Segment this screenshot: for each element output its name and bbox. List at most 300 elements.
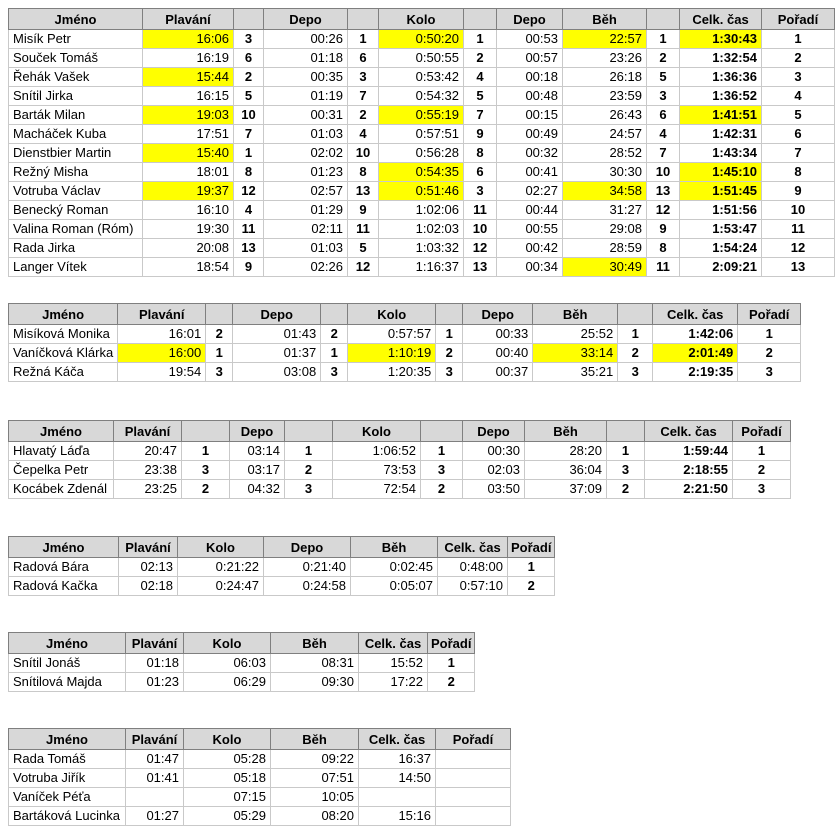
depo1-cell: 03:08 <box>233 363 321 382</box>
swim-rank-cell: 2 <box>206 325 233 344</box>
swim-rank-cell: 1 <box>182 442 230 461</box>
place-cell: 3 <box>738 363 801 382</box>
bike-rank-cell: 3 <box>464 182 497 201</box>
bike-cell: 06:29 <box>184 673 271 692</box>
name-cell: Langer Vítek <box>9 258 143 277</box>
bike-header: Kolo <box>184 633 271 654</box>
bike-cell: 0:24:47 <box>178 577 264 596</box>
bike-rank-cell: 12 <box>464 239 497 258</box>
name-cell: Radová Bára <box>9 558 119 577</box>
run-rank-cell: 4 <box>647 125 680 144</box>
run-cell: 09:30 <box>271 673 359 692</box>
bike-rank-cell: 2 <box>436 344 463 363</box>
name-header: Jméno <box>9 537 119 558</box>
depo2-cell: 00:15 <box>497 106 563 125</box>
run-cell: 37:09 <box>525 480 607 499</box>
swim-cell: 17:51 <box>143 125 234 144</box>
bike-cell: 0:56:28 <box>379 144 464 163</box>
place-header: Pořadí <box>733 421 791 442</box>
header-row <box>9 633 475 654</box>
swim-header: Plavání <box>119 537 178 558</box>
total-cell: 1:51:45 <box>680 182 762 201</box>
name-cell: Snítil Jirka <box>9 87 143 106</box>
results-table-5 <box>8 632 475 692</box>
table-row <box>9 577 555 596</box>
total-cell <box>359 788 436 807</box>
depo-header: Depo <box>264 537 351 558</box>
swim-rank-cell: 3 <box>182 461 230 480</box>
depo1-rank-cell: 7 <box>348 87 379 106</box>
bike-rank-cell: 2 <box>421 480 463 499</box>
total-cell: 1:30:43 <box>680 30 762 49</box>
swim-cell: 16:10 <box>143 201 234 220</box>
run-cell: 26:18 <box>563 68 647 87</box>
total-cell: 1:43:34 <box>680 144 762 163</box>
depo1-rank-cell: 11 <box>348 220 379 239</box>
name-cell: Dienstbier Martin <box>9 144 143 163</box>
bike-rank-cell: 3 <box>436 363 463 382</box>
run-header: Běh <box>533 304 618 325</box>
depo1-header: Depo <box>233 304 321 325</box>
total-cell: 15:16 <box>359 807 436 826</box>
run-rank-cell: 3 <box>618 363 653 382</box>
swim-cell: 18:01 <box>143 163 234 182</box>
name-cell: Snítilová Majda <box>9 673 126 692</box>
bike-cell: 1:06:52 <box>333 442 421 461</box>
swim-rank-header <box>206 304 233 325</box>
table-row <box>9 106 835 125</box>
place-cell: 1 <box>428 654 475 673</box>
depo1-rank-cell: 1 <box>285 442 333 461</box>
results-sheet <box>0 8 837 826</box>
place-cell: 7 <box>762 144 835 163</box>
table-row <box>9 480 791 499</box>
place-header: Pořadí <box>738 304 801 325</box>
depo1-cell: 01:37 <box>233 344 321 363</box>
bike-rank-cell: 13 <box>464 258 497 277</box>
table-row <box>9 325 801 344</box>
run-rank-cell: 11 <box>647 258 680 277</box>
place-cell: 12 <box>762 239 835 258</box>
run-rank-cell: 3 <box>647 87 680 106</box>
depo2-cell: 00:57 <box>497 49 563 68</box>
results-table-3 <box>8 420 791 499</box>
bike-cell: 05:29 <box>184 807 271 826</box>
swim-header: Plavání <box>143 9 234 30</box>
name-cell: Barták Milan <box>9 106 143 125</box>
total-cell: 1:42:06 <box>653 325 738 344</box>
depo1-rank-cell: 3 <box>321 363 348 382</box>
depo1-cell: 01:03 <box>264 125 348 144</box>
depo2-cell: 00:48 <box>497 87 563 106</box>
swim-cell: 20:08 <box>143 239 234 258</box>
swim-cell: 23:25 <box>114 480 182 499</box>
bike-rank-cell: 1 <box>436 325 463 344</box>
total-cell: 2:19:35 <box>653 363 738 382</box>
swim-cell: 02:13 <box>119 558 178 577</box>
run-rank-cell: 7 <box>647 144 680 163</box>
bike-cell: 1:16:37 <box>379 258 464 277</box>
swim-cell: 16:15 <box>143 87 234 106</box>
table-row <box>9 461 791 480</box>
place-cell: 9 <box>762 182 835 201</box>
depo1-rank-cell: 5 <box>348 239 379 258</box>
run-rank-cell: 2 <box>607 480 645 499</box>
run-rank-cell: 9 <box>647 220 680 239</box>
swim-rank-cell: 10 <box>234 106 264 125</box>
swim-rank-cell: 3 <box>206 363 233 382</box>
name-header: Jméno <box>9 421 114 442</box>
place-cell: 3 <box>762 68 835 87</box>
run-cell: 25:52 <box>533 325 618 344</box>
depo1-cell: 02:57 <box>264 182 348 201</box>
table-row <box>9 673 475 692</box>
table-row <box>9 163 835 182</box>
run-rank-cell: 8 <box>647 239 680 258</box>
bike-cell: 1:03:32 <box>379 239 464 258</box>
depo1-rank-cell: 9 <box>348 201 379 220</box>
depo-cell: 0:21:40 <box>264 558 351 577</box>
header-row <box>9 729 511 750</box>
swim-cell: 15:40 <box>143 144 234 163</box>
bike-cell: 07:15 <box>184 788 271 807</box>
depo2-cell: 03:50 <box>463 480 525 499</box>
table-row <box>9 558 555 577</box>
swim-rank-cell: 2 <box>234 68 264 87</box>
bike-header: Kolo <box>184 729 271 750</box>
bike-rank-cell: 10 <box>464 220 497 239</box>
depo1-cell: 04:32 <box>230 480 285 499</box>
place-cell <box>436 807 511 826</box>
depo1-cell: 01:29 <box>264 201 348 220</box>
depo1-rank-cell: 8 <box>348 163 379 182</box>
table-row <box>9 363 801 382</box>
depo1-cell: 02:02 <box>264 144 348 163</box>
bike-cell: 0:57:51 <box>379 125 464 144</box>
place-cell: 13 <box>762 258 835 277</box>
results-table-2 <box>8 303 801 382</box>
depo1-header: Depo <box>230 421 285 442</box>
name-header: Jméno <box>9 729 126 750</box>
table-row <box>9 654 475 673</box>
swim-cell: 19:54 <box>118 363 206 382</box>
depo1-rank-cell: 3 <box>285 480 333 499</box>
run-rank-cell: 3 <box>607 461 645 480</box>
run-rank-cell: 12 <box>647 201 680 220</box>
depo1-cell: 01:03 <box>264 239 348 258</box>
run-cell: 24:57 <box>563 125 647 144</box>
swim-rank-cell: 3 <box>234 30 264 49</box>
swim-cell <box>126 788 184 807</box>
run-rank-cell: 5 <box>647 68 680 87</box>
swim-rank-cell: 8 <box>234 163 264 182</box>
total-header: Celk. čas <box>438 537 508 558</box>
total-cell: 1:41:51 <box>680 106 762 125</box>
table-row <box>9 87 835 106</box>
bike-rank-cell: 1 <box>464 30 497 49</box>
total-cell: 1:42:31 <box>680 125 762 144</box>
run-header: Běh <box>271 729 359 750</box>
depo1-rank-cell: 12 <box>348 258 379 277</box>
results-table-6 <box>8 728 511 826</box>
swim-rank-cell: 7 <box>234 125 264 144</box>
bike-cell: 1:10:19 <box>348 344 436 363</box>
place-cell <box>436 788 511 807</box>
name-cell: Rada Tomáš <box>9 750 126 769</box>
name-cell: Misík Petr <box>9 30 143 49</box>
place-cell: 3 <box>733 480 791 499</box>
depo1-cell: 01:19 <box>264 87 348 106</box>
run-cell: 28:52 <box>563 144 647 163</box>
depo2-cell: 00:55 <box>497 220 563 239</box>
depo2-cell: 00:53 <box>497 30 563 49</box>
swim-rank-cell: 4 <box>234 201 264 220</box>
bike-rank-header <box>421 421 463 442</box>
swim-cell: 19:37 <box>143 182 234 201</box>
run-cell: 34:58 <box>563 182 647 201</box>
run-cell: 22:57 <box>563 30 647 49</box>
bike-header: Kolo <box>348 304 436 325</box>
depo2-cell: 00:33 <box>463 325 533 344</box>
depo2-cell: 00:37 <box>463 363 533 382</box>
results-table-4 <box>8 536 555 596</box>
place-cell: 5 <box>762 106 835 125</box>
depo2-cell: 02:03 <box>463 461 525 480</box>
total-header: Celk. čas <box>359 729 436 750</box>
swim-rank-header <box>234 9 264 30</box>
swim-cell: 01:23 <box>126 673 184 692</box>
total-cell: 1:36:52 <box>680 87 762 106</box>
total-cell: 2:18:55 <box>645 461 733 480</box>
depo1-rank-cell: 2 <box>348 106 379 125</box>
depo1-rank-header <box>321 304 348 325</box>
depo2-cell: 00:32 <box>497 144 563 163</box>
bike-rank-cell: 6 <box>464 163 497 182</box>
depo1-rank-cell: 2 <box>285 461 333 480</box>
run-cell: 31:27 <box>563 201 647 220</box>
name-header: Jméno <box>9 633 126 654</box>
depo2-cell: 00:30 <box>463 442 525 461</box>
depo2-cell: 02:27 <box>497 182 563 201</box>
swim-cell: 16:00 <box>118 344 206 363</box>
run-rank-cell: 2 <box>647 49 680 68</box>
place-cell: 2 <box>762 49 835 68</box>
run-cell: 08:31 <box>271 654 359 673</box>
depo2-cell: 00:44 <box>497 201 563 220</box>
name-header: Jméno <box>9 9 143 30</box>
table-row <box>9 182 835 201</box>
table-row <box>9 30 835 49</box>
name-cell: Misíková Monika <box>9 325 118 344</box>
place-header: Pořadí <box>436 729 511 750</box>
bike-cell: 1:02:03 <box>379 220 464 239</box>
table-row <box>9 201 835 220</box>
run-rank-header <box>647 9 680 30</box>
depo1-cell: 02:11 <box>264 220 348 239</box>
run-cell: 28:20 <box>525 442 607 461</box>
place-cell: 6 <box>762 125 835 144</box>
place-header: Pořadí <box>508 537 555 558</box>
bike-cell: 0:54:35 <box>379 163 464 182</box>
total-cell: 1:32:54 <box>680 49 762 68</box>
swim-cell: 02:18 <box>119 577 178 596</box>
swim-header: Plavání <box>126 729 184 750</box>
place-cell: 1 <box>762 30 835 49</box>
swim-cell: 19:30 <box>143 220 234 239</box>
table-row <box>9 239 835 258</box>
place-cell: 2 <box>508 577 555 596</box>
swim-rank-cell: 13 <box>234 239 264 258</box>
name-cell: Votruba Václav <box>9 182 143 201</box>
depo1-cell: 01:18 <box>264 49 348 68</box>
run-cell: 23:26 <box>563 49 647 68</box>
total-header: Celk. čas <box>645 421 733 442</box>
bike-cell: 0:51:46 <box>379 182 464 201</box>
depo-cell: 0:24:58 <box>264 577 351 596</box>
run-cell: 33:14 <box>533 344 618 363</box>
depo1-cell: 00:35 <box>264 68 348 87</box>
run-header: Běh <box>351 537 438 558</box>
run-cell: 35:21 <box>533 363 618 382</box>
depo1-rank-cell: 13 <box>348 182 379 201</box>
place-header: Pořadí <box>428 633 475 654</box>
bike-rank-cell: 9 <box>464 125 497 144</box>
swim-rank-cell: 1 <box>206 344 233 363</box>
table-row <box>9 258 835 277</box>
place-cell: 2 <box>738 344 801 363</box>
run-rank-cell: 1 <box>607 442 645 461</box>
total-cell: 2:09:21 <box>680 258 762 277</box>
header-row <box>9 537 555 558</box>
run-rank-cell: 1 <box>618 325 653 344</box>
name-cell: Režný Misha <box>9 163 143 182</box>
run-cell: 26:43 <box>563 106 647 125</box>
depo1-cell: 01:23 <box>264 163 348 182</box>
depo1-rank-cell: 1 <box>321 344 348 363</box>
swim-rank-cell: 11 <box>234 220 264 239</box>
swim-cell: 16:19 <box>143 49 234 68</box>
depo2-header: Depo <box>497 9 563 30</box>
swim-rank-cell: 6 <box>234 49 264 68</box>
run-cell: 0:02:45 <box>351 558 438 577</box>
total-cell: 2:21:50 <box>645 480 733 499</box>
swim-cell: 23:38 <box>114 461 182 480</box>
run-rank-cell: 13 <box>647 182 680 201</box>
run-cell: 30:30 <box>563 163 647 182</box>
place-header: Pořadí <box>762 9 835 30</box>
total-cell: 17:22 <box>359 673 428 692</box>
table-row <box>9 125 835 144</box>
depo1-rank-cell: 2 <box>321 325 348 344</box>
run-cell: 23:59 <box>563 87 647 106</box>
run-rank-cell: 6 <box>647 106 680 125</box>
total-header: Celk. čas <box>359 633 428 654</box>
name-cell: Čepelka Petr <box>9 461 114 480</box>
total-cell: 2:01:49 <box>653 344 738 363</box>
name-cell: Souček Tomáš <box>9 49 143 68</box>
name-cell: Vaníčková Klárka <box>9 344 118 363</box>
place-cell: 1 <box>733 442 791 461</box>
depo2-cell: 00:49 <box>497 125 563 144</box>
table-row <box>9 442 791 461</box>
name-header: Jméno <box>9 304 118 325</box>
depo2-header: Depo <box>463 304 533 325</box>
depo1-cell: 00:31 <box>264 106 348 125</box>
place-cell: 11 <box>762 220 835 239</box>
swim-cell: 01:27 <box>126 807 184 826</box>
run-cell: 36:04 <box>525 461 607 480</box>
run-header: Běh <box>525 421 607 442</box>
table-row <box>9 344 801 363</box>
bike-rank-cell: 1 <box>421 442 463 461</box>
name-cell: Snítil Jonáš <box>9 654 126 673</box>
bike-cell: 73:53 <box>333 461 421 480</box>
depo1-cell: 01:43 <box>233 325 321 344</box>
name-cell: Rada Jirka <box>9 239 143 258</box>
results-table-1 <box>8 8 835 277</box>
swim-header: Plavání <box>114 421 182 442</box>
table-row <box>9 220 835 239</box>
bike-cell: 05:28 <box>184 750 271 769</box>
bike-cell: 1:02:06 <box>379 201 464 220</box>
depo2-header: Depo <box>463 421 525 442</box>
depo2-cell: 00:34 <box>497 258 563 277</box>
place-cell <box>436 769 511 788</box>
swim-rank-cell: 2 <box>182 480 230 499</box>
swim-cell: 19:03 <box>143 106 234 125</box>
run-cell: 29:08 <box>563 220 647 239</box>
place-cell: 8 <box>762 163 835 182</box>
depo1-rank-cell: 10 <box>348 144 379 163</box>
place-cell: 2 <box>733 461 791 480</box>
run-cell: 07:51 <box>271 769 359 788</box>
swim-cell: 01:47 <box>126 750 184 769</box>
bike-header: Kolo <box>178 537 264 558</box>
bike-rank-cell: 3 <box>421 461 463 480</box>
place-cell <box>436 750 511 769</box>
swim-cell: 18:54 <box>143 258 234 277</box>
name-cell: Vaníček Péťa <box>9 788 126 807</box>
total-header: Celk. čas <box>653 304 738 325</box>
total-cell: 0:57:10 <box>438 577 508 596</box>
header-row <box>9 304 801 325</box>
total-cell: 15:52 <box>359 654 428 673</box>
table-row <box>9 68 835 87</box>
bike-cell: 0:50:55 <box>379 49 464 68</box>
table-row <box>9 49 835 68</box>
depo1-rank-cell: 4 <box>348 125 379 144</box>
table-row <box>9 144 835 163</box>
swim-cell: 15:44 <box>143 68 234 87</box>
bike-cell: 0:54:32 <box>379 87 464 106</box>
name-cell: Radová Kačka <box>9 577 119 596</box>
total-cell: 0:48:00 <box>438 558 508 577</box>
run-cell: 28:59 <box>563 239 647 258</box>
name-cell: Macháček Kuba <box>9 125 143 144</box>
run-cell: 08:20 <box>271 807 359 826</box>
name-cell: Režná Káča <box>9 363 118 382</box>
depo2-cell: 00:41 <box>497 163 563 182</box>
run-rank-header <box>618 304 653 325</box>
depo2-cell: 00:42 <box>497 239 563 258</box>
bike-cell: 0:57:57 <box>348 325 436 344</box>
depo1-rank-cell: 3 <box>348 68 379 87</box>
depo1-cell: 00:26 <box>264 30 348 49</box>
place-cell: 1 <box>508 558 555 577</box>
swim-rank-cell: 12 <box>234 182 264 201</box>
bike-header: Kolo <box>379 9 464 30</box>
run-rank-header <box>607 421 645 442</box>
